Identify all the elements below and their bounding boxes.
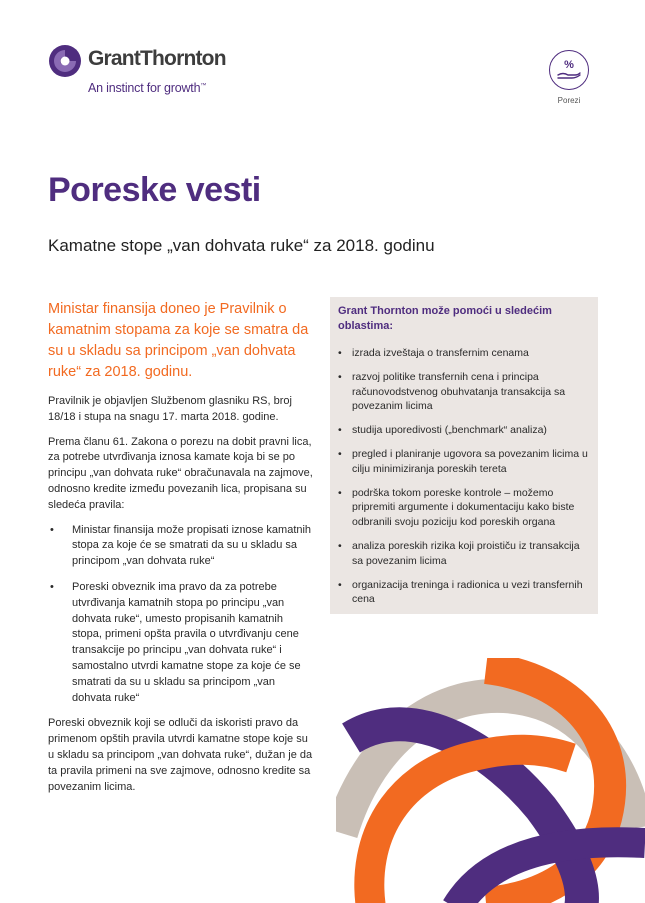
list-item: • analiza poreskih rizika koji proističu iz transakcija sa povezanim licima [338, 539, 588, 569]
list-item: • pregled i planiranje ugovora sa povezanim licima u cilju minimiziranja poreskih tereta [338, 447, 588, 477]
decorative-ribbon-graphic [336, 658, 645, 903]
svg-text:%: % [564, 59, 574, 71]
services-list [338, 346, 588, 607]
list-item: • Ministar finansija može propisati iznose kamatnih stopa za koje će se smatrati da su u skladu sa principom „van dohvata ruke“ [48, 523, 314, 570]
paragraph-obligation: Poreski obveznik koji se odluči da iskoristi pravo da primenom opštih pravila utvrdi kamatne stope koje su u skladu sa principom „van dohvata ruke“, dužan je da ta pravila primeni na sve zajmove, odnosno kredite sa povezanim licima. [48, 717, 313, 793]
rules-list [48, 523, 314, 707]
list-item: • organizacija treninga i radionica u vezi transfernih cena [338, 578, 588, 608]
list-item: • razvoj politike transfernih cena i principa računovodstvenog obuhvatanja transakcija sa povezanim licima [338, 370, 588, 414]
lead-paragraph: Ministar finansija doneo je Pravilnik o kamatnim stopama za koje se smatra da su u skladu sa principom „van dohvata ruke“ za 2018. godinu. [48, 301, 309, 380]
percent-hand-icon [549, 50, 589, 90]
paragraph-publication: Pravilnik je objavljen Službenom glasniku RS, broj 18/18 i stupa na snagu 17. marta 2018. godine. [48, 395, 292, 423]
tax-badge [548, 50, 590, 105]
main-column [48, 299, 314, 804]
page-subtitle: Kamatne stope „van dohvata ruke“ za 2018. godinu [48, 236, 435, 255]
paragraph-rules: Prema članu 61. Zakona o porezu na dobit pravni lica, za potrebe utvrđivanja iznosa kamate koja bi se po principu „van dohvata ruke“ obračunavala na zajmove, odnosno kredite između povezanih lica, propisana su sledeća pravila: [48, 435, 313, 511]
list-item: • studija uporedivosti („benchmark“ analiza) [338, 423, 588, 438]
services-heading: Grant Thornton može pomoći u sledećim oblastima: [338, 305, 552, 332]
list-item: • izrada izveštaja o transfernim cenama [338, 346, 588, 361]
list-item: • podrška tokom poreske kontrole – možemo pripremiti argumente i dokumentaciju kako biste odbranili svoju poziciju kod poreskih organa [338, 486, 588, 530]
badge-label: Porezi [557, 96, 581, 105]
list-item: • Poreski obveznik ima pravo da za potrebe utvrđivanja kamatnih stopa po principu „van dohvata ruke“, umesto propisanih kamatnih stopa, primeni opšta pravila o utvrđivanju cene transakcije po principu „van dohvata ruke“ i samostalno utvrdi kamatne stope za koje će se smatrati da su u skladu sa principom „van dohvata ruke“ [48, 580, 314, 706]
page-title: Poreske vesti [48, 171, 261, 209]
logo-mark-icon [48, 44, 82, 78]
services-box [330, 297, 598, 614]
logo-tagline: An instinct for growth™ [88, 81, 207, 95]
logo-name: GrantThornton [88, 47, 226, 70]
